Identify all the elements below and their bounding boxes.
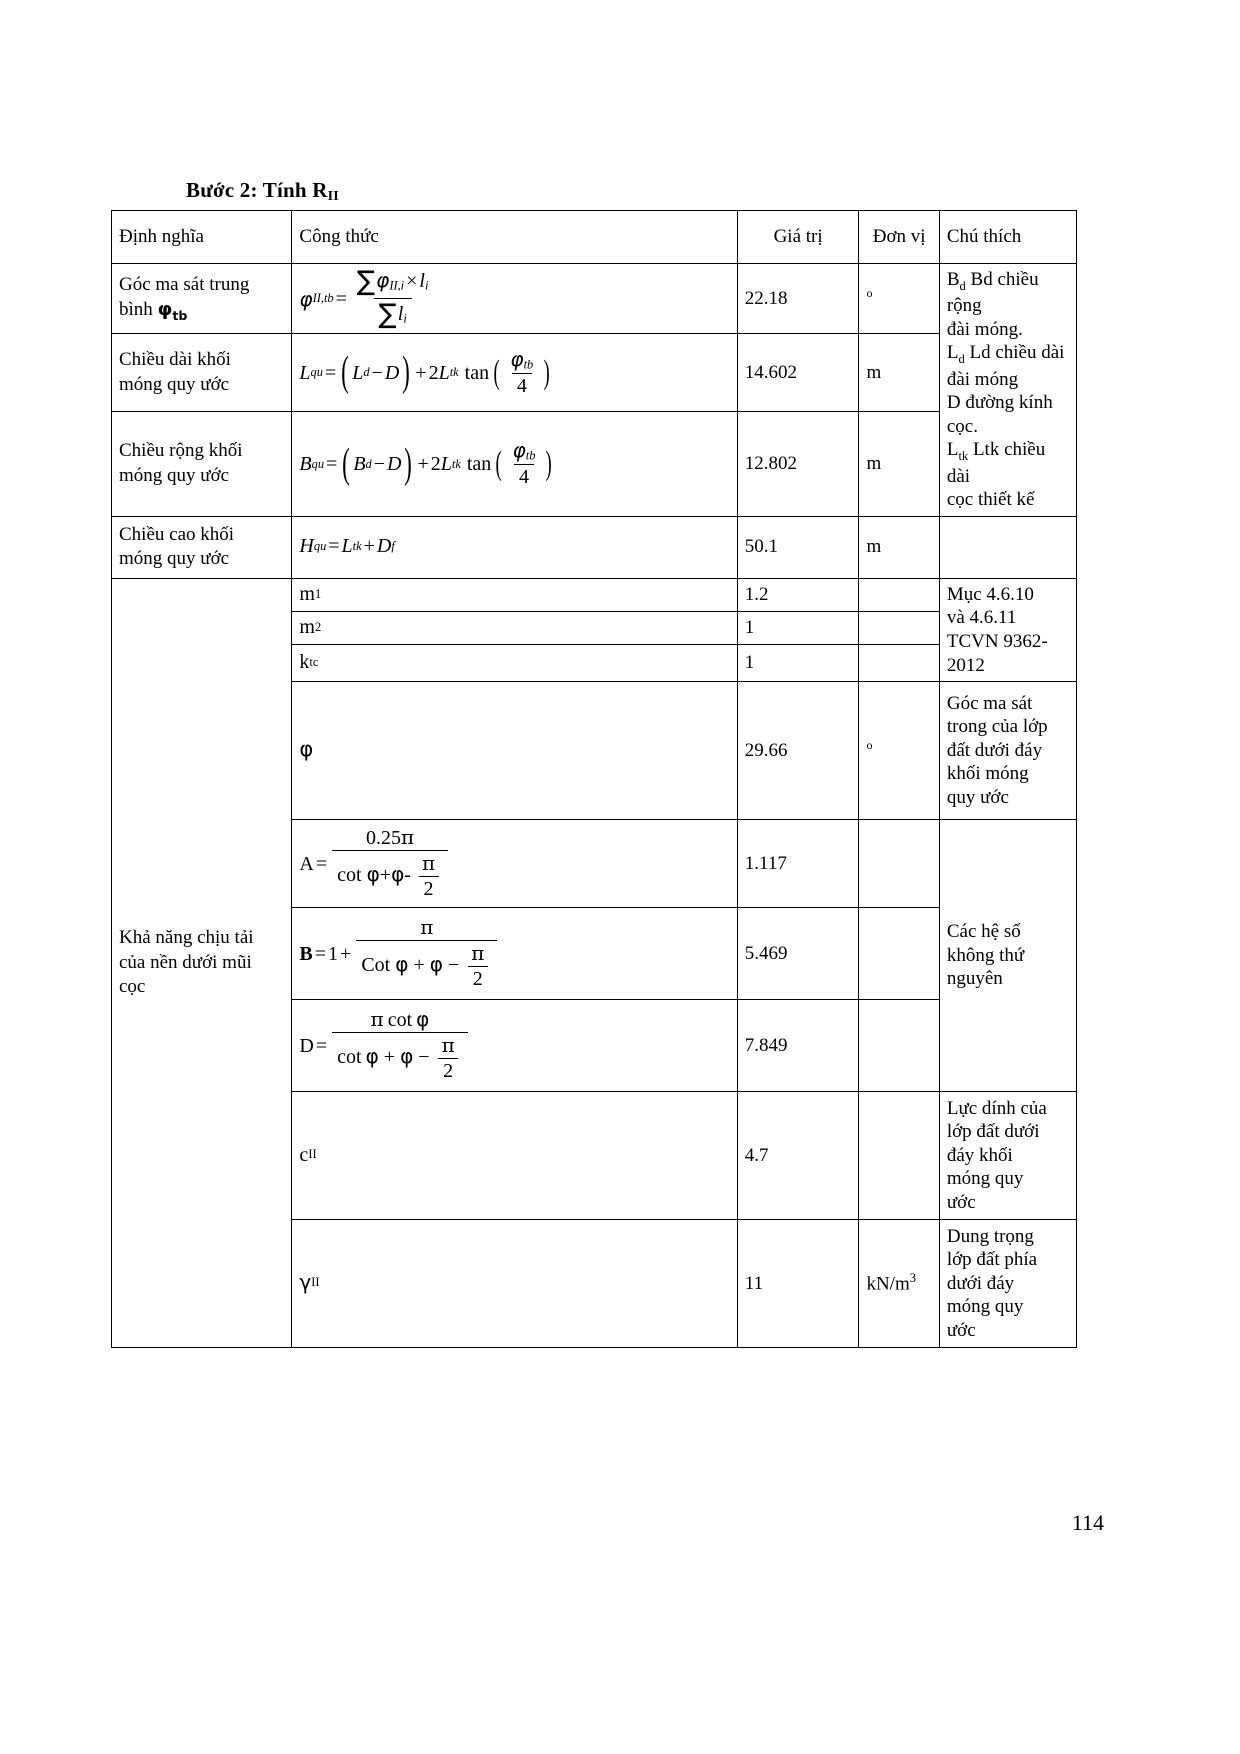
note-text-7: Ltk chiều dài bbox=[946, 439, 1046, 487]
cell-unit-cohesion bbox=[859, 1092, 939, 1220]
cell-value-block-width: 12.802 bbox=[737, 412, 859, 517]
table-row bbox=[112, 516, 1077, 578]
unit-exponent: 3 bbox=[909, 1271, 916, 1286]
cell-formula-avg-friction-angle bbox=[292, 264, 737, 334]
cell-value-m2: 1 bbox=[737, 611, 859, 644]
note-line-3: đáy khối bbox=[946, 1144, 1013, 1166]
cell-unit-B bbox=[859, 908, 939, 1000]
page-title bbox=[186, 178, 339, 205]
definition-line-1: Góc ma sát trung bbox=[119, 273, 250, 295]
note-line-4: khối móng bbox=[946, 763, 1029, 785]
note-line-1: Góc ma sát bbox=[946, 692, 1033, 714]
definition-line-2: móng quy ước bbox=[119, 548, 230, 570]
note-text-3: Ld chiều dài bbox=[969, 342, 1065, 364]
cell-note-unit-weight bbox=[939, 1220, 1076, 1348]
formula-coefficient-D: D = π cot φ cot φ + φ − $\frac{\pi}{2}$ bbox=[299, 1009, 470, 1082]
table-row bbox=[112, 334, 1077, 412]
cell-value-block-height: 50.1 bbox=[737, 516, 859, 578]
note-line-4: móng quy bbox=[946, 1168, 1024, 1190]
cell-value-unit-weight: 11 bbox=[737, 1220, 859, 1348]
cell-unit-A bbox=[859, 820, 939, 908]
column-header-formula: Công thức bbox=[292, 211, 737, 264]
formula-cohesion-cII: c II bbox=[299, 1143, 317, 1166]
page-title-subscript: II bbox=[327, 189, 339, 204]
note-line-2: lớp đất dưới bbox=[946, 1121, 1040, 1143]
cell-value-A: 1.117 bbox=[737, 820, 859, 908]
cell-formula-m2 bbox=[292, 611, 737, 644]
cell-unit-m2 bbox=[859, 611, 939, 644]
cell-value-B: 5.469 bbox=[737, 908, 859, 1000]
cell-definition-bearing-capacity bbox=[112, 578, 292, 1347]
formula-ktc: k tc bbox=[299, 650, 319, 673]
cell-formula-B bbox=[292, 908, 737, 1000]
definition-line-1: Chiều dài khối bbox=[119, 348, 231, 370]
definition-line-1: Chiều cao khối bbox=[119, 523, 235, 545]
cell-value-D: 7.849 bbox=[737, 1000, 859, 1092]
note-line-1: Dung trọng bbox=[946, 1225, 1034, 1247]
cell-formula-block-width bbox=[292, 412, 737, 517]
cell-unit-block-length: m bbox=[859, 334, 939, 412]
formula-block-width: B qu = ( B d − D ) + 2 L tk tan ( $\frac{\text{φtb}}{4}$ ) bbox=[299, 438, 553, 488]
definition-symbol-phi-tb: $\varphi_{tb}$ bbox=[157, 298, 188, 324]
cell-definition-block-length bbox=[112, 334, 292, 412]
formula-block-length: L qu = ( L d − D ) + 2 L tk tan ( $\frac{\text{φtb}}{4}$ ) bbox=[299, 346, 551, 397]
page-title-text: Bước 2: Tính R bbox=[186, 178, 328, 202]
definition-line-2: móng quy ước bbox=[119, 465, 230, 487]
cell-formula-ktc bbox=[292, 644, 737, 681]
column-header-value: Giá trị bbox=[737, 211, 859, 264]
table-row bbox=[112, 412, 1077, 517]
cell-unit-avg-friction-angle bbox=[859, 264, 939, 334]
formula-coefficient-A: A = 0.25π cot φ+φ- $\frac{\pi}{2}$ bbox=[299, 827, 451, 900]
formula-phi: φ bbox=[299, 737, 314, 762]
note-line-1: Mục 4.6.10 bbox=[946, 583, 1034, 605]
definition-line-2: bình bbox=[119, 299, 153, 321]
column-header-unit: Đơn vị bbox=[859, 211, 939, 264]
note-line-3: TCVN 9362- bbox=[946, 630, 1048, 652]
degree-symbol: o bbox=[866, 286, 873, 301]
note-text-1: Bd chiều rộng bbox=[946, 269, 1039, 317]
note-line-8: cọc thiết kế bbox=[946, 489, 1035, 511]
cell-unit-m1 bbox=[859, 578, 939, 611]
note-line-5: ước bbox=[946, 1319, 976, 1341]
note-line-1: $B_d$ Bd chiều rộng bbox=[946, 269, 1039, 317]
calculation-table bbox=[111, 210, 1077, 1348]
cell-unit-ktc bbox=[859, 644, 939, 681]
cell-definition-block-width bbox=[112, 412, 292, 517]
note-line-4: đài móng bbox=[946, 368, 1019, 390]
formula-unit-weight-gamma-II: γ II bbox=[299, 1270, 320, 1295]
cell-formula-block-length bbox=[292, 334, 737, 412]
page-number: 114 bbox=[1071, 1510, 1104, 1535]
cell-formula-A bbox=[292, 820, 737, 908]
cell-value-m1: 1.2 bbox=[737, 578, 859, 611]
formula-coefficient-B: B = 1 + π Cot φ + φ − $\frac{\pi}{2}$ bbox=[299, 917, 500, 990]
cell-formula-m1 bbox=[292, 578, 737, 611]
cell-unit-block-height: m bbox=[859, 516, 939, 578]
cell-note-tcvn bbox=[939, 578, 1076, 681]
cell-note-dimensions bbox=[939, 264, 1076, 517]
cell-note-cohesion bbox=[939, 1092, 1076, 1220]
definition-line-3: cọc bbox=[119, 976, 146, 998]
cell-formula-block-height bbox=[292, 516, 737, 578]
note-line-3: $L_d$ Ld chiều dài bbox=[946, 342, 1065, 367]
table-row bbox=[112, 578, 1077, 611]
cell-formula-cohesion bbox=[292, 1092, 737, 1220]
degree-symbol: o bbox=[866, 738, 873, 753]
note-line-3: nguyên bbox=[946, 968, 1003, 990]
unit-text: kN/m bbox=[866, 1273, 910, 1295]
note-line-2: đài móng. bbox=[946, 318, 1023, 340]
cell-unit-block-width: m bbox=[859, 412, 939, 517]
note-line-3: đất dưới đáy bbox=[946, 739, 1043, 761]
note-line-2: trong của lớp bbox=[946, 716, 1048, 738]
note-line-2: lớp đất phía bbox=[946, 1249, 1038, 1271]
cell-unit-unit-weight bbox=[859, 1220, 939, 1348]
cell-value-cohesion: 4.7 bbox=[737, 1092, 859, 1220]
note-line-4: móng quy bbox=[946, 1296, 1024, 1318]
formula-m1: m 1 bbox=[299, 582, 322, 605]
note-line-3: dưới đáy bbox=[946, 1272, 1015, 1294]
note-line-5: quy ước bbox=[946, 786, 1009, 808]
cell-note-phi bbox=[939, 682, 1076, 820]
cell-value-block-length: 14.602 bbox=[737, 334, 859, 412]
cell-definition-block-height bbox=[112, 516, 292, 578]
cell-unit-D bbox=[859, 1000, 939, 1092]
table-row bbox=[112, 264, 1077, 334]
cell-note-empty bbox=[939, 516, 1076, 578]
note-line-1: Các hệ số bbox=[946, 921, 1021, 943]
note-line-4: 2012 bbox=[946, 654, 985, 676]
note-line-2: và 4.6.11 bbox=[946, 607, 1017, 629]
formula-m2: m 2 bbox=[299, 615, 322, 638]
cell-note-coefficients bbox=[939, 820, 1076, 1092]
cell-value-ktc: 1 bbox=[737, 644, 859, 681]
formula-avg-friction-angle: φ II,tb = $\frac{\text{∑φII,i × li}}{\sum li}$ bbox=[299, 266, 429, 330]
note-line-6: cọc. bbox=[946, 415, 978, 437]
cell-formula-D bbox=[292, 1000, 737, 1092]
note-line-2: không thứ bbox=[946, 944, 1025, 966]
definition-line-2: móng quy ước bbox=[119, 373, 230, 395]
cell-value-avg-friction-angle: 22.18 bbox=[737, 264, 859, 334]
cell-value-phi: 29.66 bbox=[737, 682, 859, 820]
note-line-5: D đường kính bbox=[946, 392, 1053, 414]
cell-unit-phi bbox=[859, 682, 939, 820]
cell-formula-phi bbox=[292, 682, 737, 820]
cell-formula-unit-weight bbox=[292, 1220, 737, 1348]
definition-line-1: Chiều rộng khối bbox=[119, 440, 243, 462]
column-header-note: Chú thích bbox=[939, 211, 1076, 264]
note-line-5: ước bbox=[946, 1191, 976, 1213]
cell-definition-avg-friction-angle bbox=[112, 264, 292, 334]
table-header-row bbox=[112, 211, 1077, 264]
note-line-7: $L_{tk}$ Ltk chiều dài bbox=[946, 439, 1046, 487]
column-header-definition: Định nghĩa bbox=[112, 211, 292, 264]
formula-block-height: H qu = L tk + D f bbox=[299, 535, 395, 558]
definition-line-1: Khả năng chịu tải bbox=[119, 926, 254, 948]
note-line-1: Lực dính của bbox=[946, 1097, 1047, 1119]
definition-line-2: của nền dưới mũi bbox=[119, 951, 252, 973]
